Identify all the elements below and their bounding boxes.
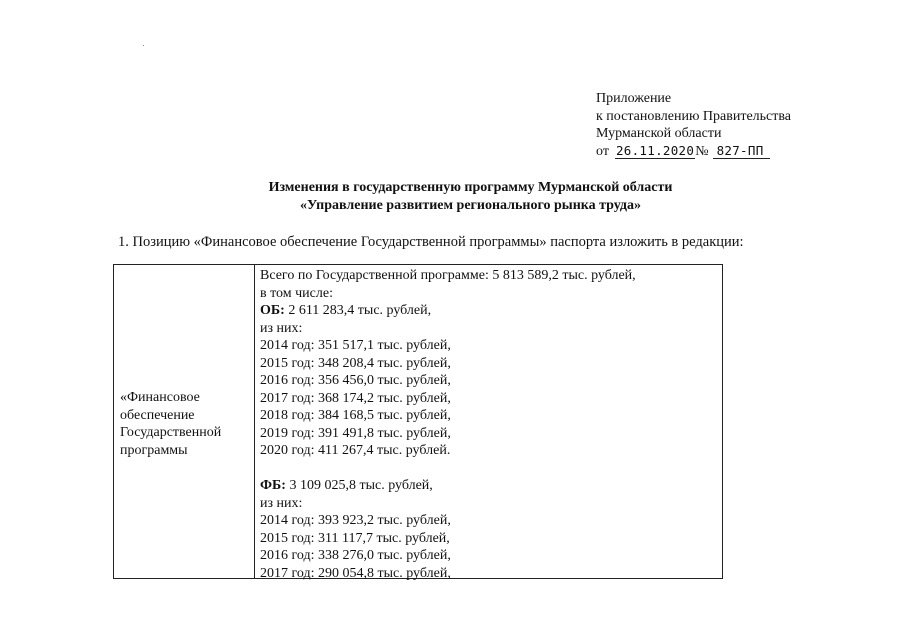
ob-year-line: 2018 год: 384 168,5 тыс. рублей, (260, 408, 451, 423)
ob-value: 2 611 283,4 тыс. рублей, (284, 303, 432, 318)
ob-line (260, 302, 636, 320)
fb-year-line: 2014 год: 393 923,2 тыс. рублей, (260, 513, 451, 528)
ob-year-line: 2016 год: 356 456,0 тыс. рублей, (260, 373, 451, 388)
appendix-resolution: к постановлению Правительства (596, 108, 792, 124)
heading-line-2: «Управление развитием регионального рынка труда» (300, 198, 641, 213)
ob-year-line: 2015 год: 348 208,4 тыс. рублей, (260, 355, 451, 371)
scan-speck (143, 45, 144, 46)
from-label: от (596, 143, 609, 159)
ob-year-line: 2020 год: 411 267,4 тыс. рублей. (260, 443, 451, 458)
appendix-block (596, 90, 791, 160)
including-line: в том числе: (260, 285, 333, 301)
fb-year-line: 2015 год: 311 117,7 тыс. рублей, (260, 530, 450, 546)
left-cell-line: Государственной (120, 425, 222, 440)
intro-paragraph: 1. Позицию «Финансовое обеспечение Государственной программы» паспорта изложить в редакции: (118, 234, 744, 250)
ob-year-line: 2019 год: 391 491,8 тыс. рублей, (260, 425, 451, 441)
left-cell-line: «Финансовое (120, 390, 200, 405)
blank-spacer (260, 460, 636, 478)
left-cell-line: программы (120, 442, 188, 458)
financing-table (113, 264, 723, 579)
left-cell-line: обеспечение (120, 407, 195, 423)
total-line: Всего по Государственной программе: 5 813 589,2 тыс. рублей, (260, 268, 636, 283)
number-sign: № (695, 143, 709, 159)
fb-of-which: из них: (260, 495, 303, 511)
resolution-number: 827-ПП (713, 144, 770, 159)
fb-label: ФБ: (260, 478, 286, 493)
appendix-region: Мурманской области (596, 126, 722, 141)
fb-year-line: 2016 год: 338 276,0 тыс. рублей, (260, 548, 451, 563)
table-column-divider (254, 265, 255, 578)
heading-line-1: Изменения в государственную программу Мурманской области (268, 180, 673, 195)
ob-year-line: 2014 год: 351 517,1 тыс. рублей, (260, 338, 451, 353)
fb-value: 3 109 025,8 тыс. рублей, (285, 478, 433, 493)
ob-label: ОБ: (260, 303, 285, 318)
table-left-cell (120, 389, 221, 459)
ob-of-which: из них: (260, 320, 303, 336)
table-right-cell (260, 267, 636, 582)
appendix-title: Приложение (596, 91, 672, 106)
ob-year-line: 2017 год: 368 174,2 тыс. рублей, (260, 390, 451, 406)
document-heading (0, 179, 905, 215)
fb-line (260, 477, 636, 495)
resolution-date: 26.11.2020 (615, 142, 695, 158)
appendix-date-number (596, 143, 791, 161)
fb-year-line: 2017 год: 290 054,8 тыс. рублей, (260, 565, 451, 581)
